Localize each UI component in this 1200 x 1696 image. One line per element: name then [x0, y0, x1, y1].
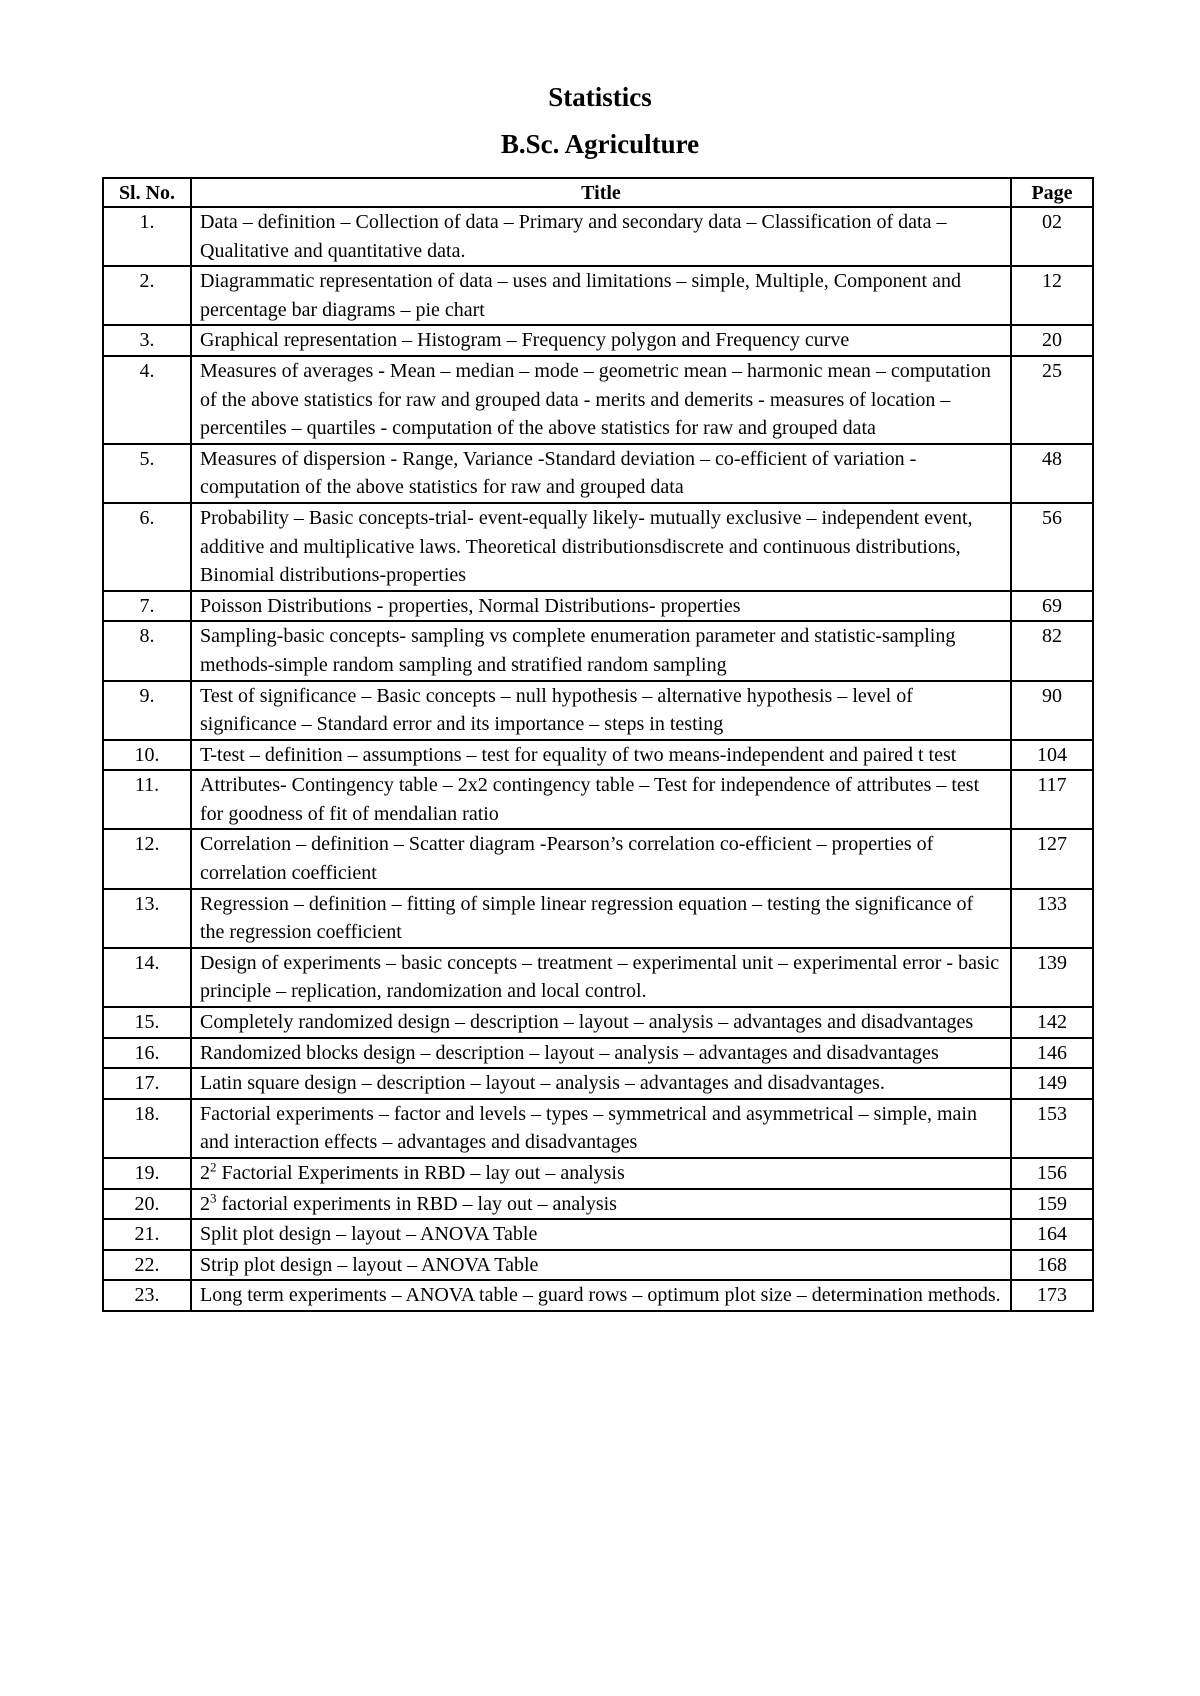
row-number: 22.: [103, 1250, 191, 1281]
row-number: 12.: [103, 829, 191, 888]
row-page: 156: [1011, 1158, 1093, 1189]
row-number: 6.: [103, 503, 191, 591]
row-page: 48: [1011, 444, 1093, 503]
row-number: 8.: [103, 621, 191, 680]
row-title: Factorial experiments – factor and levels – types – symmetrical and asymmetrical – simple, main and interaction effects – advantages and disadvantages: [191, 1099, 1011, 1158]
row-title: Split plot design – layout – ANOVA Table: [191, 1219, 1011, 1250]
row-page: 127: [1011, 829, 1093, 888]
row-title: Regression – definition – fitting of simple linear regression equation – testing the significance of the regression coefficient: [191, 889, 1011, 948]
row-page: 173: [1011, 1280, 1093, 1311]
table-row: [103, 1250, 1093, 1281]
row-page: 117: [1011, 770, 1093, 829]
row-title: [191, 1158, 1011, 1189]
table-row: [103, 591, 1093, 622]
row-number: 17.: [103, 1068, 191, 1099]
row-page: 12: [1011, 266, 1093, 325]
row-page: 25: [1011, 356, 1093, 444]
table-row: [103, 325, 1093, 356]
row-number: 1.: [103, 207, 191, 266]
row-title: Poisson Distributions - properties, Normal Distributions- properties: [191, 591, 1011, 622]
row-number: 11.: [103, 770, 191, 829]
row-page: 90: [1011, 681, 1093, 740]
title-base: 2: [200, 1162, 210, 1184]
row-title: Attributes- Contingency table – 2x2 contingency table – Test for independence of attributes – test for goodness of fit of mendalian ratio: [191, 770, 1011, 829]
row-title: Strip plot design – layout – ANOVA Table: [191, 1250, 1011, 1281]
row-number: 7.: [103, 591, 191, 622]
table-row: [103, 1280, 1093, 1311]
document-title: Statistics: [548, 82, 652, 112]
row-title: Sampling-basic concepts- sampling vs complete enumeration parameter and statistic-sampling methods-simple random sampling and stratified random sampling: [191, 621, 1011, 680]
title-text: factorial experiments in RBD – lay out – analysis: [216, 1192, 617, 1215]
row-page: 20: [1011, 325, 1093, 356]
table-row: [103, 681, 1093, 740]
row-title: Data – definition – Collection of data – Primary and secondary data – Classification of data – Qualitative and quantitative data.: [191, 207, 1011, 266]
row-page: 133: [1011, 889, 1093, 948]
title-text: Factorial Experiments in RBD – lay out – analysis: [216, 1162, 625, 1184]
row-title: [191, 1189, 1011, 1220]
row-title: Long term experiments – ANOVA table – guard rows – optimum plot size – determination methods.: [191, 1280, 1011, 1311]
table-row: [103, 1219, 1093, 1250]
row-number: 13.: [103, 889, 191, 948]
table-row: [103, 621, 1093, 680]
row-number: 3.: [103, 325, 191, 356]
contents-table: [102, 177, 1094, 1312]
table-row: [103, 266, 1093, 325]
row-page: 02: [1011, 207, 1093, 266]
row-title: Latin square design – description – layout – analysis – advantages and disadvantages.: [191, 1068, 1011, 1099]
row-title: Measures of dispersion - Range, Variance -Standard deviation – co-efficient of variation - computation of the above statistics for raw and grouped data: [191, 444, 1011, 503]
row-page: 56: [1011, 503, 1093, 591]
row-number: 4.: [103, 356, 191, 444]
row-number: 9.: [103, 681, 191, 740]
row-page: 142: [1011, 1007, 1093, 1038]
title-superscript: 3: [210, 1189, 217, 1205]
table-row: [103, 770, 1093, 829]
table-row: [103, 1007, 1093, 1038]
row-title: Graphical representation – Histogram – Frequency polygon and Frequency curve: [191, 325, 1011, 356]
table-row: [103, 1068, 1093, 1099]
table-row: [103, 1099, 1093, 1158]
row-title: T-test – definition – assumptions – test for equality of two means-independent and paired t test: [191, 740, 1011, 771]
header-title: Title: [191, 178, 1011, 207]
row-number: 15.: [103, 1007, 191, 1038]
row-page: 159: [1011, 1189, 1093, 1220]
header-page: Page: [1011, 178, 1093, 207]
table-row: [103, 1038, 1093, 1069]
row-title: Probability – Basic concepts-trial- event-equally likely- mutually exclusive – independent event, additive and multiplicative laws. Theoretical distributionsdiscrete and continuous distributions, Binomial distributions-properties: [191, 503, 1011, 591]
table-row: [103, 889, 1093, 948]
table-row: [103, 444, 1093, 503]
row-number: 21.: [103, 1219, 191, 1250]
row-page: 139: [1011, 948, 1093, 1007]
row-number: 19.: [103, 1158, 191, 1189]
row-number: 14.: [103, 948, 191, 1007]
row-number: 20.: [103, 1189, 191, 1220]
row-page: 69: [1011, 591, 1093, 622]
row-page: 104: [1011, 740, 1093, 771]
table-row: [103, 1189, 1093, 1220]
row-title: Design of experiments – basic concepts – treatment – experimental unit – experimental error - basic principle – replication, randomization and local control.: [191, 948, 1011, 1007]
table-row: [103, 829, 1093, 888]
row-title: Measures of averages - Mean – median – mode – geometric mean – harmonic mean – computation of the above statistics for raw and grouped data - merits and demerits - measures of location – percentiles – quartiles - computation of the above statistics for raw and grouped data: [191, 356, 1011, 444]
table-row: [103, 356, 1093, 444]
header-sl-no: Sl. No.: [103, 178, 191, 207]
table-row: [103, 207, 1093, 266]
table-header-row: [103, 178, 1093, 207]
row-page: 146: [1011, 1038, 1093, 1069]
row-number: 10.: [103, 740, 191, 771]
title-superscript: 2: [210, 1159, 217, 1175]
table-row: [103, 948, 1093, 1007]
row-page: 82: [1011, 621, 1093, 680]
table-row: [103, 1158, 1093, 1189]
row-title: Correlation – definition – Scatter diagram -Pearson’s correlation co-efficient – properties of correlation coefficient: [191, 829, 1011, 888]
row-title: Test of significance – Basic concepts – null hypothesis – alternative hypothesis – level of significance – Standard error and its importance – steps in testing: [191, 681, 1011, 740]
row-title: Diagrammatic representation of data – uses and limitations – simple, Multiple, Component and percentage bar diagrams – pie chart: [191, 266, 1011, 325]
row-title: Completely randomized design – description – layout – analysis – advantages and disadvantages: [191, 1007, 1011, 1038]
row-number: 16.: [103, 1038, 191, 1069]
row-page: 149: [1011, 1068, 1093, 1099]
row-page: 168: [1011, 1250, 1093, 1281]
row-number: 2.: [103, 266, 191, 325]
row-page: 164: [1011, 1219, 1093, 1250]
row-number: 5.: [103, 444, 191, 503]
table-row: [103, 503, 1093, 591]
row-number: 23.: [103, 1280, 191, 1311]
document-subtitle: B.Sc. Agriculture: [500, 129, 700, 159]
row-title: Randomized blocks design – description – layout – analysis – advantages and disadvantages: [191, 1038, 1011, 1069]
row-number: 18.: [103, 1099, 191, 1158]
row-page: 153: [1011, 1099, 1093, 1158]
title-base: 2: [200, 1192, 210, 1215]
table-row: [103, 740, 1093, 771]
